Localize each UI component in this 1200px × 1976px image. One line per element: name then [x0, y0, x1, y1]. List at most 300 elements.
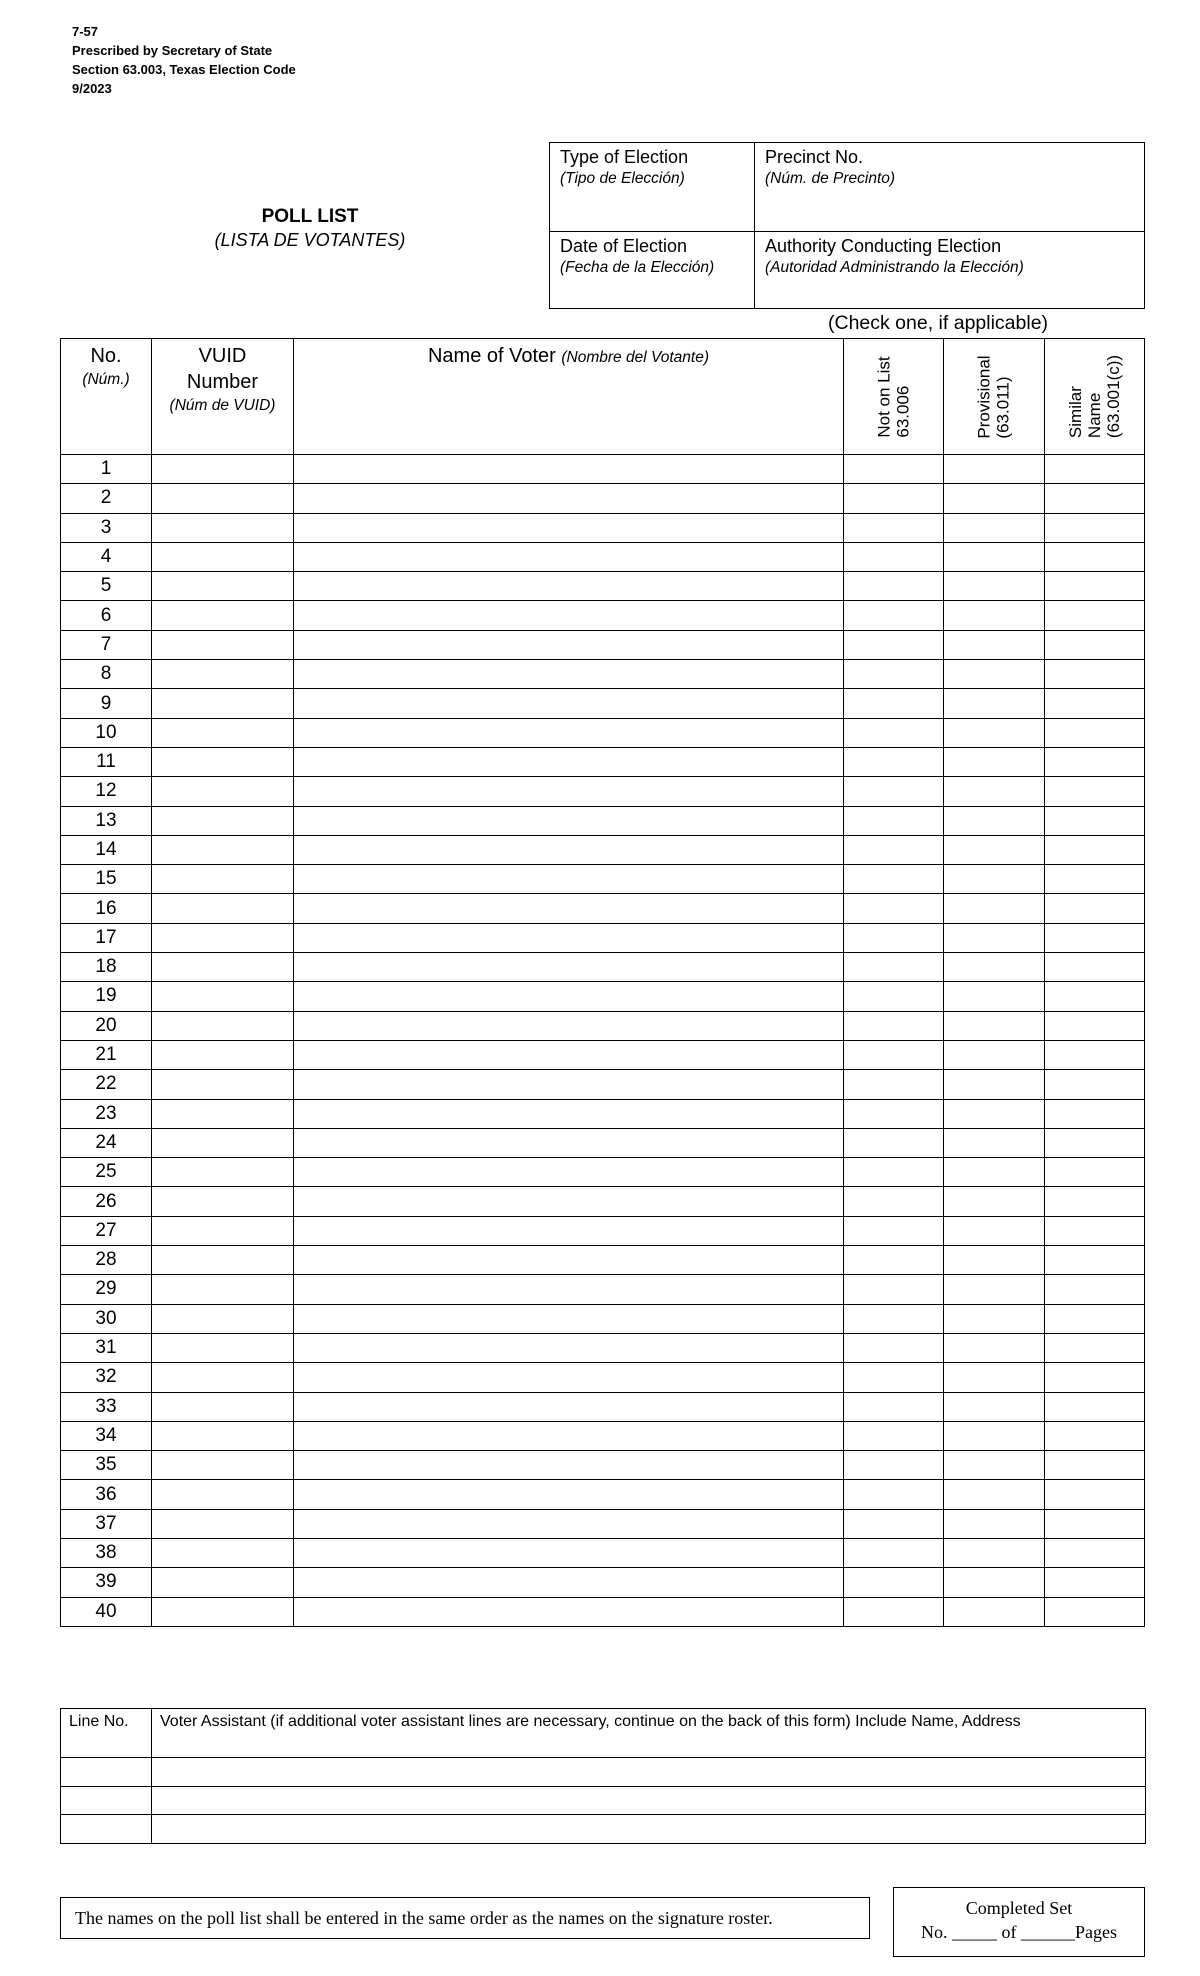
poll-list-row: [61, 455, 1145, 484]
row-number: 17: [61, 923, 152, 952]
provisional-cell[interactable]: [944, 1011, 1045, 1040]
voter-name-cell[interactable]: [294, 1187, 844, 1216]
not-on-list-cell[interactable]: [844, 601, 944, 630]
voter-name-cell[interactable]: [294, 1158, 844, 1187]
row-number: 14: [61, 835, 152, 864]
vuid-cell[interactable]: [152, 1304, 294, 1333]
poll-list-row: [61, 923, 1145, 952]
provisional-cell[interactable]: [944, 1451, 1045, 1480]
provisional-cell[interactable]: [944, 1421, 1045, 1450]
assistant-line-no-cell[interactable]: [61, 1786, 152, 1815]
poll-list-row: [61, 777, 1145, 806]
header-provisional-line2: (63.011): [994, 376, 1013, 439]
not-on-list-cell[interactable]: [844, 865, 944, 894]
voter-name-cell[interactable]: [294, 1597, 844, 1626]
similar-name-cell[interactable]: [1045, 1099, 1145, 1128]
not-on-list-cell[interactable]: [844, 1480, 944, 1509]
not-on-list-cell[interactable]: [844, 1392, 944, 1421]
poll-list-row: [61, 1011, 1145, 1040]
similar-name-cell[interactable]: [1045, 1011, 1145, 1040]
voter-name-cell[interactable]: [294, 1070, 844, 1099]
voter-name-cell[interactable]: [294, 1304, 844, 1333]
provisional-cell[interactable]: [944, 1070, 1045, 1099]
vuid-cell[interactable]: [152, 1333, 294, 1362]
vuid-cell[interactable]: [152, 1509, 294, 1538]
vuid-cell[interactable]: [152, 806, 294, 835]
vuid-cell[interactable]: [152, 835, 294, 864]
provisional-cell[interactable]: [944, 747, 1045, 776]
vuid-cell[interactable]: [152, 1363, 294, 1392]
vuid-cell[interactable]: [152, 1392, 294, 1421]
provisional-cell[interactable]: [944, 835, 1045, 864]
not-on-list-cell[interactable]: [844, 1304, 944, 1333]
header-vuid: [152, 339, 294, 455]
not-on-list-cell[interactable]: [844, 894, 944, 923]
similar-name-cell[interactable]: [1045, 601, 1145, 630]
provisional-cell[interactable]: [944, 542, 1045, 571]
poll-list-row: [61, 1070, 1145, 1099]
row-number: 3: [61, 513, 152, 542]
vuid-cell[interactable]: [152, 923, 294, 952]
not-on-list-cell[interactable]: [844, 1158, 944, 1187]
provisional-cell[interactable]: [944, 1597, 1045, 1626]
not-on-list-cell[interactable]: [844, 1568, 944, 1597]
legal-section: Section 63.003, Texas Election Code: [72, 62, 296, 77]
voter-name-cell[interactable]: [294, 1275, 844, 1304]
row-number: 5: [61, 572, 152, 601]
similar-name-cell[interactable]: [1045, 1216, 1145, 1245]
not-on-list-cell[interactable]: [844, 923, 944, 952]
voter-name-cell[interactable]: [294, 1568, 844, 1597]
poll-list-row: [61, 601, 1145, 630]
poll-list-row: [61, 513, 1145, 542]
similar-name-cell[interactable]: [1045, 1538, 1145, 1567]
form-number: 7-57: [72, 24, 99, 39]
provisional-cell[interactable]: [944, 1538, 1045, 1567]
poll-list-row: [61, 1275, 1145, 1304]
not-on-list-cell[interactable]: [844, 630, 944, 659]
voter-name-cell[interactable]: [294, 1480, 844, 1509]
voter-name-cell[interactable]: [294, 1216, 844, 1245]
pages-line[interactable]: No. _____ of ______Pages: [921, 1922, 1117, 1942]
not-on-list-cell[interactable]: [844, 689, 944, 718]
header-no: [61, 339, 152, 455]
similar-name-cell[interactable]: [1045, 1392, 1145, 1421]
poll-list-row: [61, 1333, 1145, 1362]
poll-list-row: [61, 806, 1145, 835]
provisional-cell[interactable]: [944, 1275, 1045, 1304]
similar-name-cell[interactable]: [1045, 1187, 1145, 1216]
not-on-list-cell[interactable]: [844, 1363, 944, 1392]
vuid-cell[interactable]: [152, 1011, 294, 1040]
vuid-cell[interactable]: [152, 747, 294, 776]
vuid-cell[interactable]: [152, 513, 294, 542]
vuid-cell[interactable]: [152, 1451, 294, 1480]
poll-list-row: [61, 542, 1145, 571]
voter-name-cell[interactable]: [294, 572, 844, 601]
poll-list-row: [61, 982, 1145, 1011]
title-main: POLL LIST: [261, 206, 359, 227]
poll-list-order-note: The names on the poll list shall be entered in the same order as the names on the signature roster.: [60, 1897, 870, 1939]
voter-name-cell[interactable]: [294, 1099, 844, 1128]
provisional-cell[interactable]: [944, 1568, 1045, 1597]
voter-name-cell[interactable]: [294, 455, 844, 484]
similar-name-cell[interactable]: [1045, 1363, 1145, 1392]
row-number: 26: [61, 1187, 152, 1216]
not-on-list-cell[interactable]: [844, 1070, 944, 1099]
provisional-cell[interactable]: [944, 777, 1045, 806]
row-number: 2: [61, 484, 152, 513]
vuid-cell[interactable]: [152, 953, 294, 982]
poll-list-row: [61, 1480, 1145, 1509]
provisional-cell[interactable]: [944, 484, 1045, 513]
provisional-cell[interactable]: [944, 1099, 1045, 1128]
row-number: 21: [61, 1040, 152, 1069]
not-on-list-cell[interactable]: [844, 455, 944, 484]
similar-name-cell[interactable]: [1045, 660, 1145, 689]
voter-name-cell[interactable]: [294, 1128, 844, 1157]
voter-name-cell[interactable]: [294, 630, 844, 659]
vuid-cell[interactable]: [152, 572, 294, 601]
not-on-list-cell[interactable]: [844, 835, 944, 864]
voter-name-cell[interactable]: [294, 484, 844, 513]
similar-name-cell[interactable]: [1045, 1480, 1145, 1509]
voter-name-cell[interactable]: [294, 835, 844, 864]
similar-name-cell[interactable]: [1045, 484, 1145, 513]
provisional-cell[interactable]: [944, 1363, 1045, 1392]
not-on-list-cell[interactable]: [844, 513, 944, 542]
row-number: 9: [61, 689, 152, 718]
provisional-cell[interactable]: [944, 1158, 1045, 1187]
vuid-cell[interactable]: [152, 601, 294, 630]
voter-name-cell[interactable]: [294, 689, 844, 718]
row-number: 32: [61, 1363, 152, 1392]
vuid-cell[interactable]: [152, 1128, 294, 1157]
voter-name-cell[interactable]: [294, 1451, 844, 1480]
provisional-cell[interactable]: [944, 1509, 1045, 1538]
vuid-cell[interactable]: [152, 542, 294, 571]
type-of-election-label-es: (Tipo de Elección): [560, 170, 685, 187]
vuid-cell[interactable]: [152, 1040, 294, 1069]
vuid-cell[interactable]: [152, 1538, 294, 1567]
voter-name-cell[interactable]: [294, 747, 844, 776]
row-number: 22: [61, 1070, 152, 1099]
similar-name-cell[interactable]: [1045, 1509, 1145, 1538]
not-on-list-cell[interactable]: [844, 1099, 944, 1128]
not-on-list-cell[interactable]: [844, 1597, 944, 1626]
voter-name-cell[interactable]: [294, 1421, 844, 1450]
row-number: 24: [61, 1128, 152, 1157]
not-on-list-cell[interactable]: [844, 660, 944, 689]
voter-name-cell[interactable]: [294, 542, 844, 571]
similar-name-cell[interactable]: [1045, 1040, 1145, 1069]
voter-name-cell[interactable]: [294, 923, 844, 952]
vuid-cell[interactable]: [152, 1187, 294, 1216]
vuid-cell[interactable]: [152, 1246, 294, 1275]
assistant-entry-cell[interactable]: [152, 1815, 1146, 1844]
provisional-cell[interactable]: [944, 894, 1045, 923]
similar-name-cell[interactable]: [1045, 1568, 1145, 1597]
poll-list-row: [61, 572, 1145, 601]
similar-name-cell[interactable]: [1045, 1597, 1145, 1626]
row-number: 40: [61, 1597, 152, 1626]
not-on-list-cell[interactable]: [844, 1128, 944, 1157]
similar-name-cell[interactable]: [1045, 1246, 1145, 1275]
similar-name-cell[interactable]: [1045, 953, 1145, 982]
voter-name-cell[interactable]: [294, 777, 844, 806]
election-info-box: [549, 142, 1145, 309]
authority-label-es: (Autoridad Administrando la Elección): [765, 259, 1024, 276]
provisional-cell[interactable]: [944, 1392, 1045, 1421]
vuid-cell[interactable]: [152, 777, 294, 806]
similar-name-cell[interactable]: [1045, 982, 1145, 1011]
row-number: 13: [61, 806, 152, 835]
provisional-cell[interactable]: [944, 689, 1045, 718]
voter-name-cell[interactable]: [294, 1509, 844, 1538]
poll-list-row: [61, 835, 1145, 864]
voter-name-cell[interactable]: [294, 865, 844, 894]
row-number: 31: [61, 1333, 152, 1362]
not-on-list-cell[interactable]: [844, 1040, 944, 1069]
assistant-line-no-cell[interactable]: [61, 1758, 152, 1787]
provisional-cell[interactable]: [944, 455, 1045, 484]
not-on-list-cell[interactable]: [844, 806, 944, 835]
not-on-list-cell[interactable]: [844, 747, 944, 776]
poll-list-row: [61, 1421, 1145, 1450]
form-header-meta: [72, 22, 296, 98]
authority-field[interactable]: [755, 232, 1145, 309]
row-number: 36: [61, 1480, 152, 1509]
header-not-on-list: [844, 339, 944, 455]
poll-list-header-row: [61, 339, 1145, 455]
voter-name-cell[interactable]: [294, 1538, 844, 1567]
provisional-cell[interactable]: [944, 865, 1045, 894]
assistant-header: Voter Assistant (if additional voter assistant lines are necessary, continue on the back of this form) Include Name, Address: [152, 1709, 1146, 1758]
similar-name-cell[interactable]: [1045, 806, 1145, 835]
precinct-no-field[interactable]: [755, 143, 1145, 232]
similar-name-cell[interactable]: [1045, 1451, 1145, 1480]
provisional-cell[interactable]: [944, 953, 1045, 982]
provisional-cell[interactable]: [944, 1216, 1045, 1245]
header-name-label-es: (Nombre del Votante): [561, 349, 709, 366]
assistant-entry-cell[interactable]: [152, 1758, 1146, 1787]
similar-name-cell[interactable]: [1045, 1333, 1145, 1362]
similar-name-cell[interactable]: [1045, 835, 1145, 864]
vuid-cell[interactable]: [152, 1216, 294, 1245]
revision-date: 9/2023: [72, 81, 112, 96]
similar-name-cell[interactable]: [1045, 923, 1145, 952]
not-on-list-cell[interactable]: [844, 1538, 944, 1567]
vuid-cell[interactable]: [152, 1421, 294, 1450]
header-no-label: No.: [90, 345, 122, 367]
title-sub: (LISTA DE VOTANTES): [214, 230, 406, 250]
not-on-list-cell[interactable]: [844, 1275, 944, 1304]
row-number: 38: [61, 1538, 152, 1567]
not-on-list-cell[interactable]: [844, 982, 944, 1011]
poll-list-row: [61, 630, 1145, 659]
similar-name-cell[interactable]: [1045, 1304, 1145, 1333]
not-on-list-cell[interactable]: [844, 542, 944, 571]
voter-name-cell[interactable]: [294, 1011, 844, 1040]
similar-name-cell[interactable]: [1045, 542, 1145, 571]
assistant-entry-cell[interactable]: [152, 1786, 1146, 1815]
poll-list-row: [61, 1509, 1145, 1538]
similar-name-cell[interactable]: [1045, 1128, 1145, 1157]
row-number: 1: [61, 455, 152, 484]
poll-list-row: [61, 718, 1145, 747]
vuid-cell[interactable]: [152, 660, 294, 689]
provisional-cell[interactable]: [944, 601, 1045, 630]
not-on-list-cell[interactable]: [844, 777, 944, 806]
row-number: 33: [61, 1392, 152, 1421]
not-on-list-cell[interactable]: [844, 1421, 944, 1450]
voter-name-cell[interactable]: [294, 513, 844, 542]
similar-name-cell[interactable]: [1045, 1421, 1145, 1450]
vuid-cell[interactable]: [152, 982, 294, 1011]
header-vuid-line1: VUID: [198, 345, 247, 367]
vuid-cell[interactable]: [152, 455, 294, 484]
row-number: 20: [61, 1011, 152, 1040]
voter-name-cell[interactable]: [294, 718, 844, 747]
header-similar-name: [1045, 339, 1145, 455]
vuid-cell[interactable]: [152, 630, 294, 659]
poll-list-row: [61, 1597, 1145, 1626]
voter-name-cell[interactable]: [294, 953, 844, 982]
similar-name-cell[interactable]: [1045, 865, 1145, 894]
vuid-cell[interactable]: [152, 1597, 294, 1626]
voter-name-cell[interactable]: [294, 1040, 844, 1069]
voter-name-cell[interactable]: [294, 982, 844, 1011]
not-on-list-cell[interactable]: [844, 953, 944, 982]
vuid-cell[interactable]: [152, 1070, 294, 1099]
provisional-cell[interactable]: [944, 1187, 1045, 1216]
row-number: 15: [61, 865, 152, 894]
row-number: 8: [61, 660, 152, 689]
completed-set-label: Completed Set: [965, 1898, 1073, 1918]
provisional-cell[interactable]: [944, 513, 1045, 542]
vuid-cell[interactable]: [152, 1158, 294, 1187]
voter-name-cell[interactable]: [294, 1246, 844, 1275]
provisional-cell[interactable]: [944, 1480, 1045, 1509]
vuid-cell[interactable]: [152, 1099, 294, 1128]
vuid-cell[interactable]: [152, 1275, 294, 1304]
not-on-list-cell[interactable]: [844, 572, 944, 601]
assistant-line-no-cell[interactable]: [61, 1815, 152, 1844]
provisional-cell[interactable]: [944, 1128, 1045, 1157]
similar-name-cell[interactable]: [1045, 1275, 1145, 1304]
header-provisional: [944, 339, 1045, 455]
row-number: 35: [61, 1451, 152, 1480]
row-number: 7: [61, 630, 152, 659]
not-on-list-cell[interactable]: [844, 1011, 944, 1040]
poll-list-row: [61, 689, 1145, 718]
poll-list-row: [61, 1128, 1145, 1157]
similar-name-cell[interactable]: [1045, 513, 1145, 542]
poll-list-row: [61, 953, 1145, 982]
vuid-cell[interactable]: [152, 689, 294, 718]
vuid-cell[interactable]: [152, 1480, 294, 1509]
poll-list-row: [61, 747, 1145, 776]
not-on-list-cell[interactable]: [844, 1451, 944, 1480]
assistant-row: [61, 1758, 1146, 1787]
provisional-cell[interactable]: [944, 806, 1045, 835]
voter-name-cell[interactable]: [294, 894, 844, 923]
voter-name-cell[interactable]: [294, 1333, 844, 1362]
similar-name-cell[interactable]: [1045, 1070, 1145, 1099]
row-number: 28: [61, 1246, 152, 1275]
type-of-election-field[interactable]: [550, 143, 755, 232]
poll-list-row: [61, 1099, 1145, 1128]
provisional-cell[interactable]: [944, 1304, 1045, 1333]
provisional-cell[interactable]: [944, 660, 1045, 689]
similar-name-cell[interactable]: [1045, 718, 1145, 747]
similar-name-cell[interactable]: [1045, 747, 1145, 776]
provisional-cell[interactable]: [944, 982, 1045, 1011]
row-number: 30: [61, 1304, 152, 1333]
not-on-list-cell[interactable]: [844, 1333, 944, 1362]
provisional-cell[interactable]: [944, 1040, 1045, 1069]
poll-list-row: [61, 1187, 1145, 1216]
voter-name-cell[interactable]: [294, 1363, 844, 1392]
header-similar-line2: Name: [1084, 392, 1104, 439]
voter-name-cell[interactable]: [294, 806, 844, 835]
not-on-list-cell[interactable]: [844, 1246, 944, 1275]
provisional-cell[interactable]: [944, 1333, 1045, 1362]
row-number: 4: [61, 542, 152, 571]
row-number: 25: [61, 1158, 152, 1187]
not-on-list-cell[interactable]: [844, 718, 944, 747]
row-number: 23: [61, 1099, 152, 1128]
similar-name-cell[interactable]: [1045, 689, 1145, 718]
similar-name-cell[interactable]: [1045, 1158, 1145, 1187]
assistant-row: [61, 1786, 1146, 1815]
vuid-cell[interactable]: [152, 894, 294, 923]
row-number: 34: [61, 1421, 152, 1450]
not-on-list-cell[interactable]: [844, 1509, 944, 1538]
vuid-cell[interactable]: [152, 865, 294, 894]
row-number: 39: [61, 1568, 152, 1597]
voter-name-cell[interactable]: [294, 601, 844, 630]
voter-name-cell[interactable]: [294, 660, 844, 689]
similar-name-cell[interactable]: [1045, 894, 1145, 923]
provisional-cell[interactable]: [944, 630, 1045, 659]
not-on-list-cell[interactable]: [844, 1187, 944, 1216]
row-number: 19: [61, 982, 152, 1011]
precinct-no-label-es: (Núm. de Precinto): [765, 170, 896, 187]
authority-label: Authority Conducting Election: [765, 236, 1002, 256]
similar-name-cell[interactable]: [1045, 777, 1145, 806]
similar-name-cell[interactable]: [1045, 455, 1145, 484]
similar-name-cell[interactable]: [1045, 630, 1145, 659]
vuid-cell[interactable]: [152, 1568, 294, 1597]
poll-list-row: [61, 894, 1145, 923]
provisional-cell[interactable]: [944, 923, 1045, 952]
provisional-cell[interactable]: [944, 1246, 1045, 1275]
date-of-election-field[interactable]: [550, 232, 755, 309]
poll-list-row: [61, 1363, 1145, 1392]
vuid-cell[interactable]: [152, 484, 294, 513]
row-number: 29: [61, 1275, 152, 1304]
vuid-cell[interactable]: [152, 718, 294, 747]
date-of-election-label-es: (Fecha de la Elección): [560, 259, 715, 276]
row-number: 10: [61, 718, 152, 747]
provisional-cell[interactable]: [944, 572, 1045, 601]
not-on-list-cell[interactable]: [844, 484, 944, 513]
voter-name-cell[interactable]: [294, 1392, 844, 1421]
not-on-list-cell[interactable]: [844, 1216, 944, 1245]
similar-name-cell[interactable]: [1045, 572, 1145, 601]
provisional-cell[interactable]: [944, 718, 1045, 747]
